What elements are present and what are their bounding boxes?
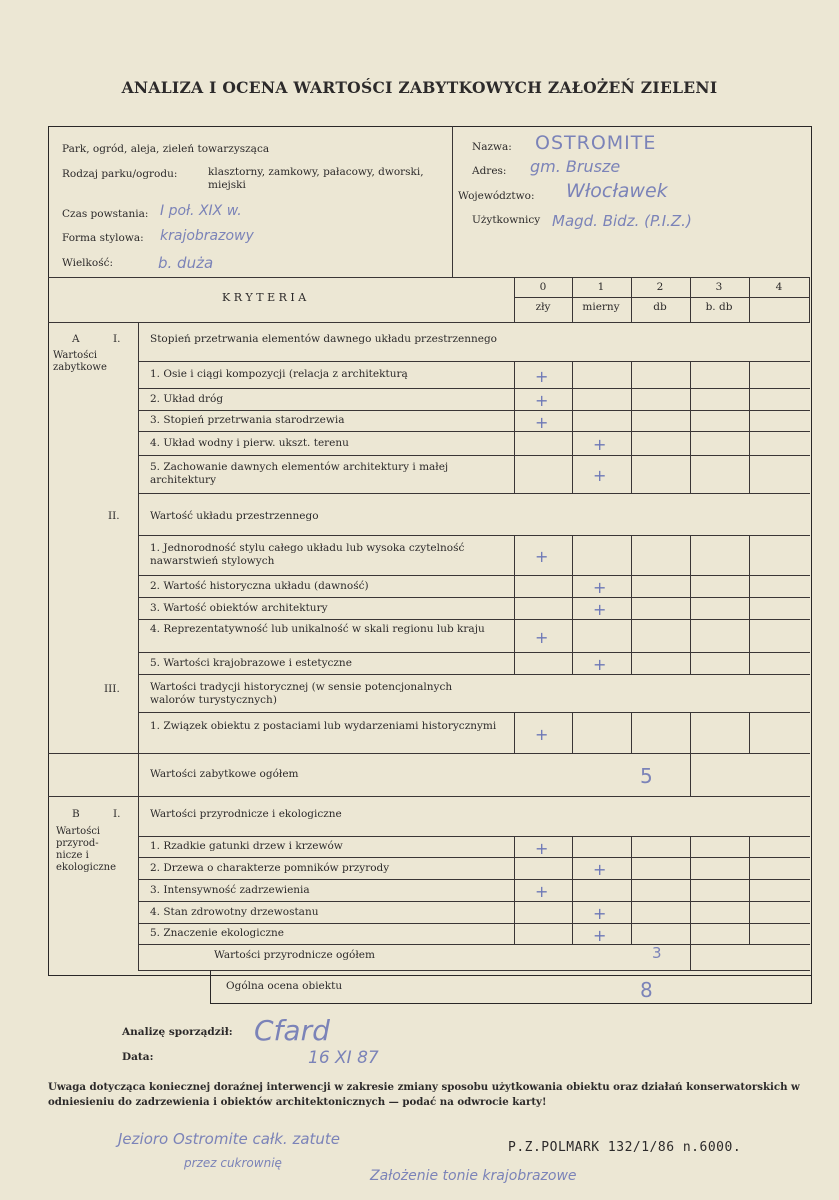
nazwa-value: OSTROMITE bbox=[535, 132, 657, 154]
grid-line bbox=[138, 923, 810, 924]
date-label: Data: bbox=[122, 1051, 154, 1063]
a-total-label: Wartości zabytkowe ogółem bbox=[150, 768, 299, 780]
grid-line bbox=[138, 597, 810, 598]
b-row-2: 2. Drzewa o charakterze pomników przyrody bbox=[150, 861, 390, 874]
a-total-value: 5 bbox=[640, 764, 653, 788]
grade-col-line bbox=[572, 712, 573, 753]
grade-col-line bbox=[749, 535, 750, 674]
a2-row-5: 5. Wartości krajobrazowe i estetyczne bbox=[150, 656, 352, 669]
adres-value: gm. Brusze bbox=[530, 157, 621, 176]
grid-line bbox=[138, 361, 810, 362]
grid-line bbox=[138, 944, 810, 945]
header-mid bbox=[514, 297, 810, 298]
uzytkownicy-value: Magd. Bidz. (P.I.Z.) bbox=[552, 212, 692, 230]
grid-line bbox=[138, 455, 810, 456]
wojewodztwo-label: Województwo: bbox=[458, 190, 535, 202]
grid-line bbox=[138, 388, 810, 389]
b-grade-mark-1: + bbox=[535, 838, 549, 858]
a1-grade-mark-1: + bbox=[535, 366, 549, 386]
a1-row-2: 2. Układ dróg bbox=[150, 392, 224, 405]
label-column-line bbox=[138, 322, 139, 970]
grid-line bbox=[138, 879, 810, 880]
a2-row-4: 4. Reprezentatywność lub unikalność w skali regionu lub kraju bbox=[150, 622, 485, 635]
a-total-top bbox=[48, 753, 810, 754]
intervention-note: Uwaga dotycząca koniecznej doraźnej interwencji w zakresie zmiany sposobu użytkowania obiektu oraz działań konserwatorskich w odniesieniu do zadrzewienia i obiektów architektonicznych — podać na odwrocie karty! bbox=[48, 1081, 800, 1108]
a3-row-1: 1. Związek obiektu z postaciami lub wydarzeniami historycznymi bbox=[150, 719, 497, 732]
grade-number: 1 bbox=[597, 281, 605, 293]
grade-col-line bbox=[690, 277, 691, 322]
grid-line bbox=[138, 535, 810, 536]
grid-line bbox=[138, 857, 810, 858]
grade-col-line bbox=[572, 277, 573, 322]
grid-line bbox=[138, 431, 810, 432]
nazwa-label: Nazwa: bbox=[472, 141, 512, 153]
total-col-line bbox=[690, 944, 691, 970]
a1-row-4: 4. Układ wodny i pierw. ukszt. terenu bbox=[150, 436, 349, 449]
forma-value: krajobrazowy bbox=[160, 228, 254, 244]
grade-col-line bbox=[514, 712, 515, 753]
rodzaj-label: Rodzaj parku/ogrodu: bbox=[62, 168, 178, 180]
uzytkownicy-label: Użytkownicy bbox=[472, 214, 541, 226]
grade-col-line bbox=[631, 836, 632, 944]
handwritten-note-2: przez cukrownię bbox=[184, 1156, 282, 1170]
printer-imprint: P.Z.POLMARK 132/1/86 n.6000. bbox=[508, 1140, 742, 1155]
group2-title: Wartość układu przestrzennego bbox=[150, 510, 319, 522]
a2-row-3: 3. Wartość obiektów architektury bbox=[150, 601, 328, 614]
info-divider bbox=[452, 126, 453, 277]
grade-label: zły bbox=[535, 301, 551, 313]
grade-col-line bbox=[690, 836, 691, 944]
author-label: Analizę sporządził: bbox=[122, 1026, 233, 1038]
wielkosc-label: Wielkość: bbox=[62, 257, 114, 269]
total-col-line bbox=[690, 753, 691, 796]
czas-value: I poł. XIX w. bbox=[160, 203, 242, 219]
a2-grade-mark-5: + bbox=[593, 655, 607, 674]
a3-grade-mark-1: + bbox=[535, 724, 549, 744]
grid-line bbox=[138, 410, 810, 411]
b-row-3: 3. Intensywność zadrzewienia bbox=[150, 883, 310, 896]
grade-number: 4 bbox=[775, 281, 783, 293]
grade-col-line bbox=[514, 361, 515, 493]
grade-col-line bbox=[631, 535, 632, 674]
author-signature: Cfard bbox=[254, 1014, 330, 1047]
section-a-roman-3: III. bbox=[104, 683, 120, 695]
grid-line bbox=[809, 277, 810, 322]
overall-label: Ogólna ocena obiektu bbox=[226, 980, 343, 992]
grid-line bbox=[138, 493, 810, 494]
b-row-4: 4. Stan zdrowotny drzewostanu bbox=[150, 905, 319, 918]
a1-row-3: 3. Stopień przetrwania starodrzewia bbox=[150, 414, 345, 426]
grade-col-line bbox=[572, 361, 573, 493]
a1-row-5: 5. Zachowanie dawnych elementów architektury i małej architektury bbox=[150, 461, 449, 486]
b-total-label: Wartości przyrodnicze ogółem bbox=[214, 949, 375, 961]
handwritten-note-1: Jezioro Ostromite całk. zatute bbox=[118, 1130, 341, 1148]
section-b-title: Wartości przyrodnicze i ekologiczne bbox=[150, 808, 342, 820]
grid-line bbox=[138, 901, 810, 902]
rodzaj-options: klasztorny, zamkowy, pałacowy, dworski, miejski bbox=[208, 166, 424, 191]
b-grade-mark-4: + bbox=[593, 904, 607, 923]
a1-grade-mark-5: + bbox=[593, 466, 607, 485]
b-grade-mark-3: + bbox=[535, 882, 549, 901]
a1-row-1: 1. Osie i ciągi kompozycji (relacja z architekturą bbox=[150, 368, 408, 380]
a1-grade-mark-4: + bbox=[593, 435, 607, 454]
a2-grade-mark-4: + bbox=[535, 627, 549, 647]
grid-line bbox=[138, 674, 810, 675]
b-total-value: 3 bbox=[652, 944, 662, 962]
section-b-roman: I. bbox=[113, 808, 121, 820]
b-grade-mark-2: + bbox=[593, 860, 607, 879]
section-a-label: Wartości zabytkowe bbox=[53, 350, 107, 373]
grade-col-line bbox=[631, 277, 632, 322]
handwritten-note-3: Założenie tonie krajobrazowe bbox=[370, 1168, 577, 1184]
grade-col-line bbox=[572, 836, 573, 944]
grade-col-line bbox=[514, 277, 515, 322]
grid-line bbox=[138, 619, 810, 620]
grid-line bbox=[138, 575, 810, 576]
a2-grade-mark-2: + bbox=[593, 578, 607, 597]
grade-col-line bbox=[749, 277, 750, 322]
a2-row-2: 2. Wartość historyczna układu (dawność) bbox=[150, 579, 369, 592]
group3-title: Wartości tradycji historycznej (w sensie potencjonalnych walorów turystycznych) bbox=[150, 681, 453, 706]
grade-col-line bbox=[631, 712, 632, 753]
park-label: Park, ogród, aleja, zieleń towarzysząca bbox=[62, 143, 270, 155]
wojewodztwo-value: Włocławek bbox=[566, 180, 668, 202]
info-bottom bbox=[48, 277, 810, 278]
grade-label: db bbox=[653, 301, 667, 313]
grade-col-line bbox=[690, 712, 691, 753]
czas-label: Czas powstania: bbox=[62, 208, 149, 220]
section-a-letter: A bbox=[72, 333, 80, 345]
grade-col-line bbox=[749, 712, 750, 753]
grade-col-line bbox=[514, 535, 515, 674]
wielkosc-value: b. duża bbox=[158, 254, 214, 272]
section-b-label: Wartości przyrod-nicze i ekologiczne bbox=[56, 826, 117, 873]
section-a-roman-1: I. bbox=[113, 333, 121, 345]
group1-title: Stopień przetrwania elementów dawnego układu przestrzennego bbox=[150, 333, 497, 345]
forma-label: Forma stylowa: bbox=[62, 232, 144, 244]
adres-label: Adres: bbox=[472, 165, 507, 177]
section-b-top bbox=[48, 796, 810, 797]
date-value: 16 XI 87 bbox=[308, 1048, 379, 1068]
form-title: ANALIZA I OCENA WARTOŚCI ZABYTKOWYCH ZAŁOŻEŃ ZIELENI bbox=[121, 78, 718, 97]
grid-line bbox=[138, 652, 810, 653]
overall-value: 8 bbox=[640, 978, 653, 1002]
grade-col-line bbox=[690, 535, 691, 674]
section-b-letter: B bbox=[72, 808, 80, 820]
a1-grade-mark-3: + bbox=[535, 412, 549, 432]
section-a-roman-2: II. bbox=[108, 510, 120, 522]
a2-row-1: 1. Jednorodność stylu całego układu lub wysoka czytelność nawarstwień stylowych bbox=[150, 542, 465, 567]
header-bottom bbox=[48, 322, 810, 323]
grade-number: 0 bbox=[539, 281, 547, 293]
grade-number: 3 bbox=[715, 281, 723, 293]
grade-col-line bbox=[572, 535, 573, 674]
grade-col-line bbox=[631, 361, 632, 493]
grid-line bbox=[138, 712, 810, 713]
a2-grade-mark-1: + bbox=[535, 547, 549, 566]
grade-col-line bbox=[749, 836, 750, 944]
grid-line bbox=[138, 836, 810, 837]
a2-grade-mark-3: + bbox=[593, 600, 607, 619]
a1-grade-mark-2: + bbox=[535, 391, 549, 410]
grade-label: mierny bbox=[582, 301, 620, 313]
b-grade-mark-5: + bbox=[593, 925, 607, 945]
grade-label: b. db bbox=[705, 301, 733, 313]
kryteria-header: K R Y T E R I A bbox=[222, 291, 307, 304]
b-row-5: 5. Znaczenie ekologiczne bbox=[150, 927, 285, 939]
grade-number: 2 bbox=[656, 281, 664, 293]
grade-col-line bbox=[514, 836, 515, 944]
b-row-1: 1. Rzadkie gatunki drzew i krzewów bbox=[150, 840, 343, 852]
grade-col-line bbox=[749, 361, 750, 493]
grade-col-line bbox=[690, 361, 691, 493]
